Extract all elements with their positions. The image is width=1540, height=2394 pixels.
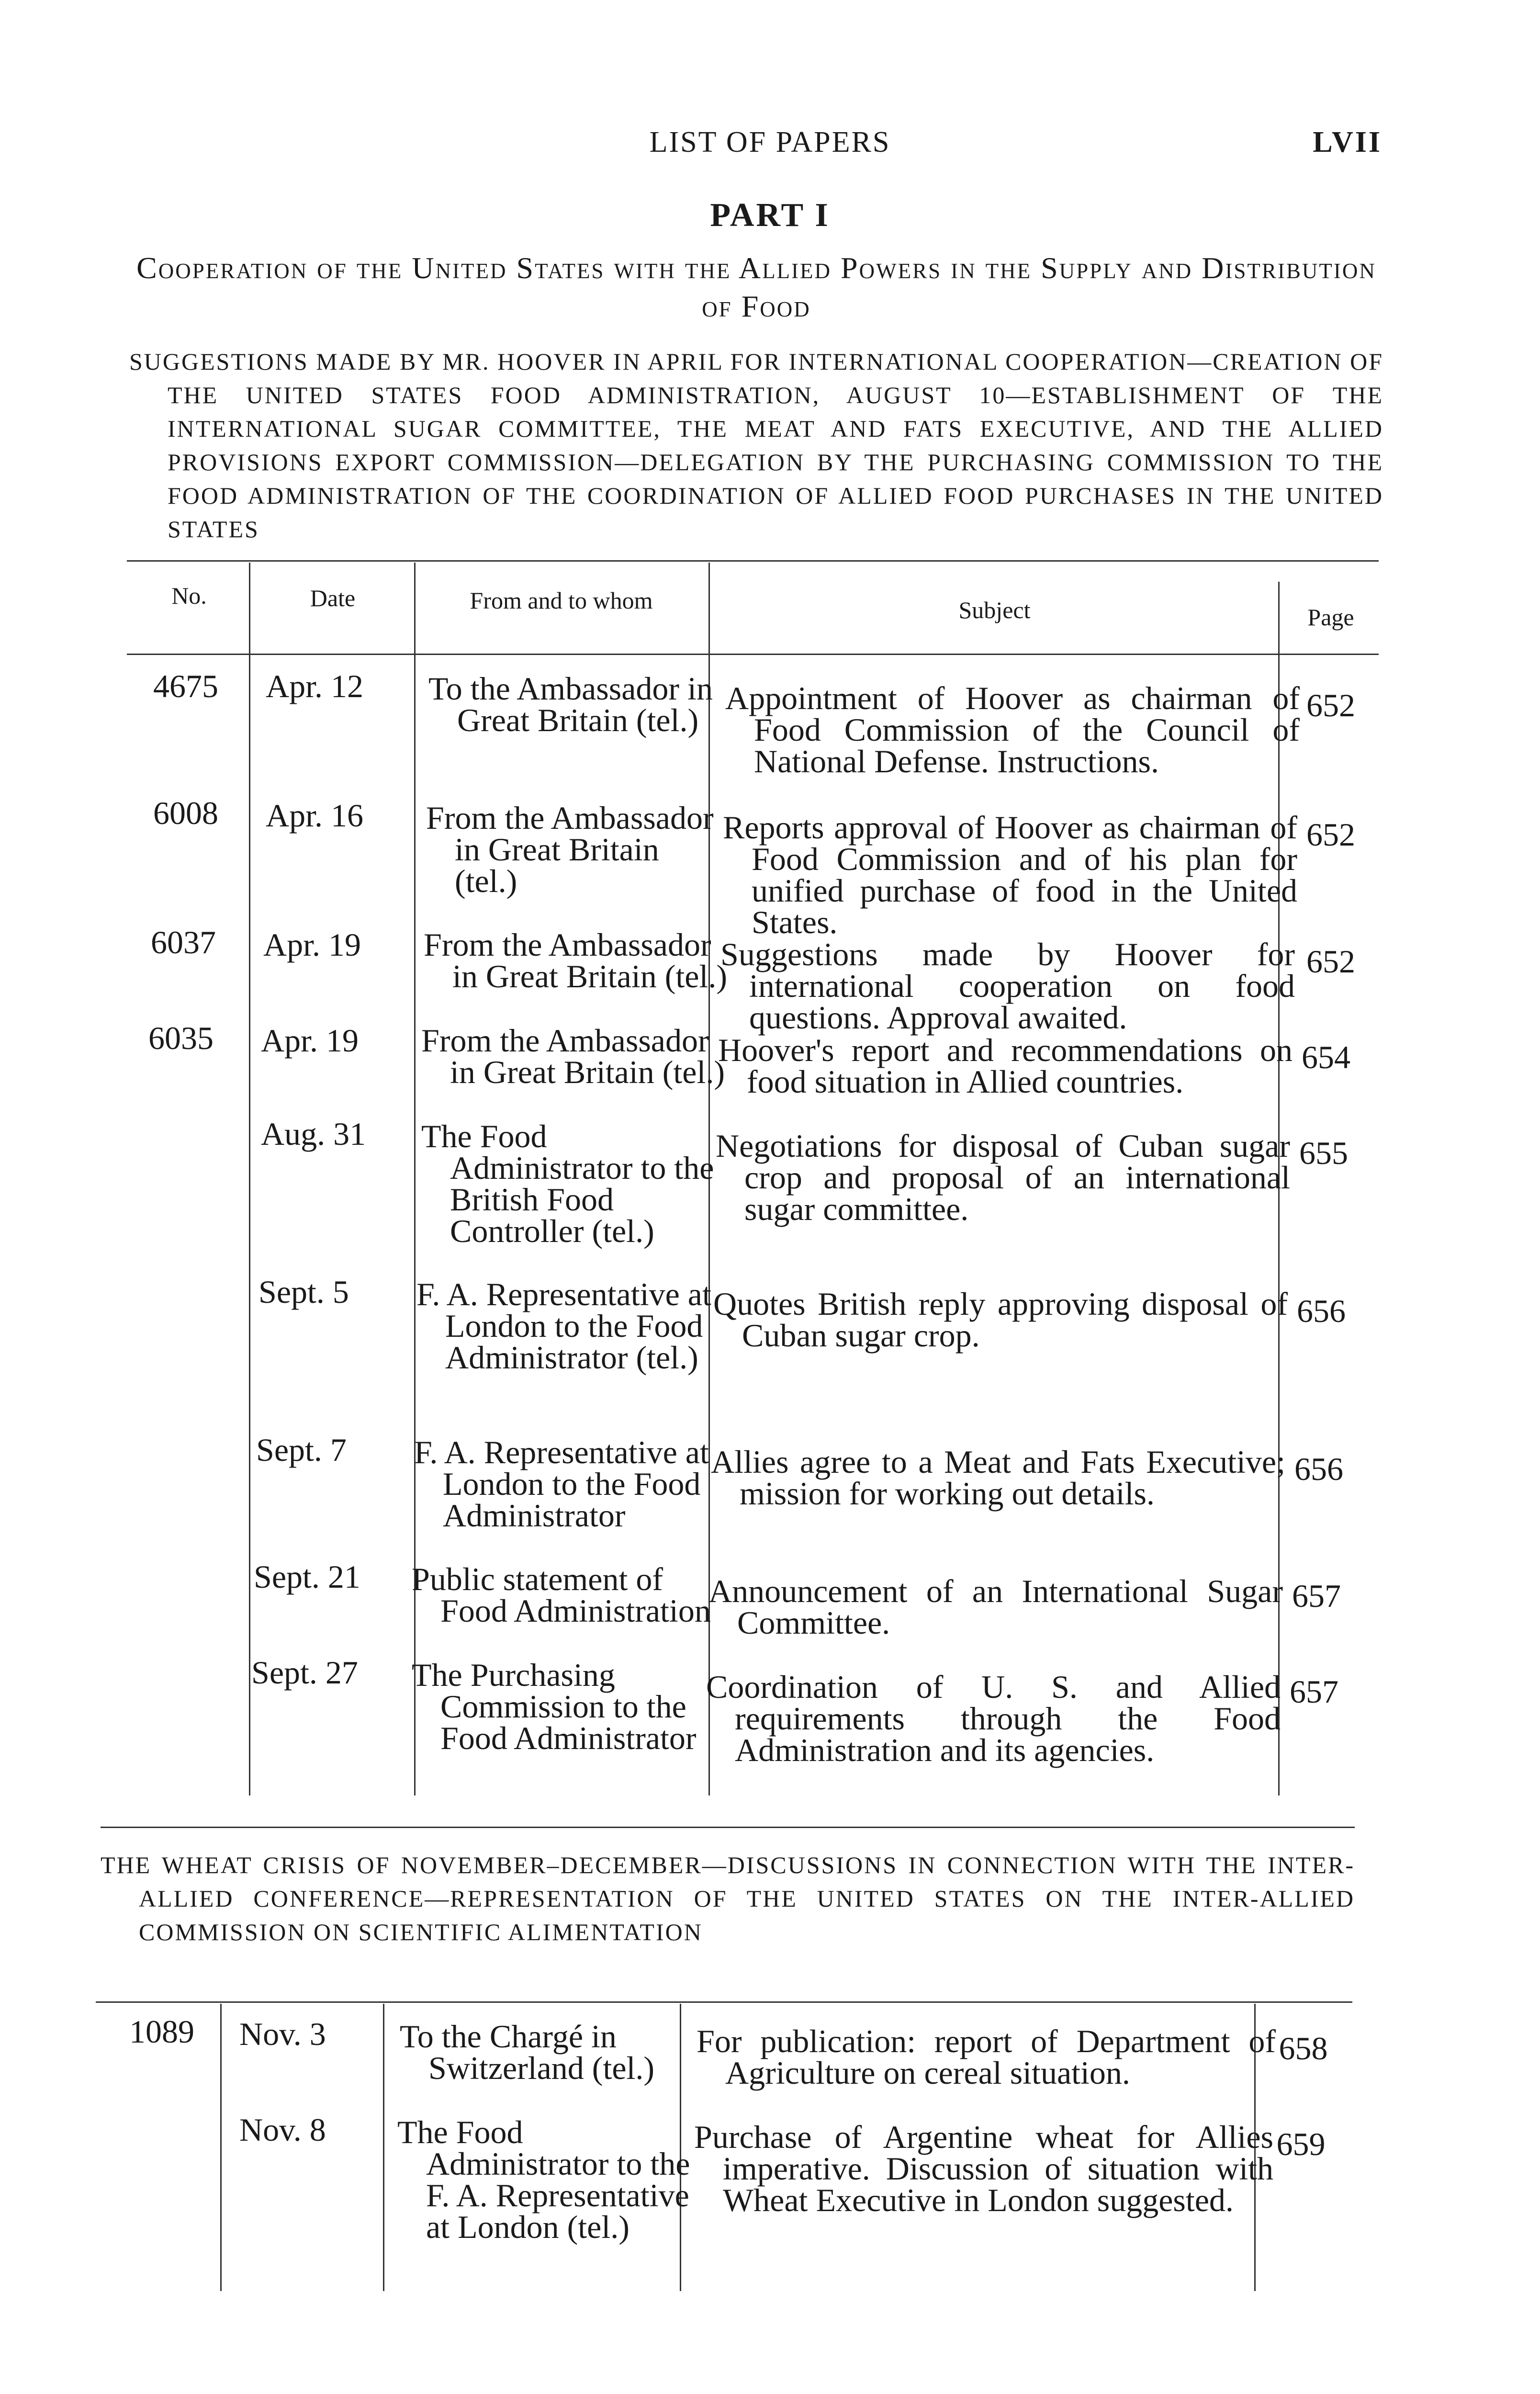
doc-date: Apr. 19 xyxy=(263,926,361,963)
col2-divider-no xyxy=(220,2004,222,2291)
doc-subject: Purchase of Argentine wheat for Allies imperative. Discussion of situation with Wheat Executive in London suggested. xyxy=(694,2119,1273,2218)
doc-from-to: Public statement of Food Administration xyxy=(412,1561,711,1629)
col-header-page: Page xyxy=(1307,604,1354,631)
doc-date: Nov. 8 xyxy=(239,2112,326,2148)
doc-from-to: From the Ambassador in Great Britain (tel.) xyxy=(424,926,728,994)
doc-from-to: F. A. Representative at London to the Food Administrator xyxy=(414,1434,709,1534)
running-head-title: LIST OF PAPERS xyxy=(649,126,891,158)
doc-from-to: The Food Administrator to the British Food Controller (tel.) xyxy=(421,1118,714,1249)
part-label: PART I xyxy=(710,197,830,234)
doc-date: Sept. 27 xyxy=(251,1654,358,1691)
section1-heading-text: SUGGESTIONS MADE BY MR. HOOVER IN APRIL FOR INTERNATIONAL COOPERATION—CREATION OF THE UNITED STATES FOOD ADMINISTRATION, AUGUST 10—ESTABLISHMENT OF THE INTERNATIONAL SUGAR COMMITTEE, THE MEAT AND FATS EXECUTIVE, AND THE ALLIED PROVISIONS EXPORT COMMISSION—DELEGATION BY THE PURCHASING COMMISSION TO THE FOOD ADMINISTRATION OF THE COORDINATION OF ALLIED FOOD PURCHASES IN THE UNITED STATES xyxy=(129,348,1383,542)
col-divider-no xyxy=(249,563,250,1796)
doc-page: 659 xyxy=(1276,2126,1326,2162)
table2-top-rule xyxy=(96,2001,1352,2003)
doc-subject: Appointment of Hoover as chairman of Food Commission of the Council of National Defense. Instructions. xyxy=(725,680,1300,779)
doc-number: 6037 xyxy=(151,924,216,960)
section2-heading xyxy=(101,1848,1355,1949)
doc-page: 654 xyxy=(1302,1039,1350,1075)
doc-subject: Coordination of U. S. and Allied requirements through the Food Administration and its agencies. xyxy=(706,1669,1281,1768)
doc-date: Apr. 12 xyxy=(266,668,363,704)
doc-number: 6035 xyxy=(148,1020,214,1056)
doc-page: 657 xyxy=(1290,1673,1338,1710)
doc-from-to: To the Chargé in Switzerland (tel.) xyxy=(400,2018,655,2086)
doc-from-to: From the Ambassador in Great Britain (tel.) xyxy=(426,800,714,899)
doc-from-to: The Purchasing Commission to the Food Administrator xyxy=(412,1657,697,1756)
doc-page: 652 xyxy=(1306,687,1355,723)
doc-date: Apr. 16 xyxy=(266,797,363,834)
doc-from-to: F. A. Representative at London to the Food Administrator (tel.) xyxy=(416,1276,711,1376)
doc-number: 4675 xyxy=(153,668,218,704)
doc-subject: Hoover's report and recommendations on food situation in Allied countries. xyxy=(718,1032,1293,1100)
doc-subject: Reports approval of Hoover as chairman of Food Commission and of his plan for unified purchase of food in the United States. xyxy=(723,809,1297,940)
doc-page: 655 xyxy=(1299,1135,1348,1171)
doc-page: 657 xyxy=(1292,1578,1341,1614)
section2-heading-text: THE WHEAT CRISIS OF NOVEMBER–DECEMBER—DISCUSSIONS IN CONNECTION WITH THE INTER-ALLIED CONFERENCE—REPRESENTATION OF THE UNITED STATES ON THE INTER-ALLIED COMMISSION ON SCIENTIFIC ALIMENTATION xyxy=(101,1852,1355,1945)
doc-from-to: The Food Administrator to the F. A. Representative at London (tel.) xyxy=(397,2114,690,2245)
doc-subject: Allies agree to a Meat and Fats Executive; mission for working out details. xyxy=(711,1444,1285,1512)
doc-date: Sept. 5 xyxy=(259,1274,349,1310)
header-bottom-rule xyxy=(127,654,1379,655)
section1-heading xyxy=(129,345,1383,546)
doc-subject: Announcement of an International Sugar Committee. xyxy=(708,1573,1283,1641)
col2-divider-date xyxy=(383,2004,384,2291)
part-title: Cooperation of the United States with the Allied Powers in the Supply and Distribution of Food xyxy=(136,251,1376,323)
doc-subject: Suggestions made by Hoover for international cooperation on food questions. Approval awaited. xyxy=(720,936,1295,1036)
doc-date: Sept. 7 xyxy=(256,1432,347,1468)
doc-subject: Quotes British reply approving disposal of Cuban sugar crop. xyxy=(713,1286,1288,1354)
doc-page: 656 xyxy=(1294,1451,1343,1487)
table-top-rule xyxy=(127,560,1379,562)
doc-number: 6008 xyxy=(153,795,218,831)
col-header-date: Date xyxy=(310,585,356,611)
doc-from-to: From the Ambassador in Great Britain (tel.) xyxy=(421,1022,725,1090)
doc-subject: For publication: report of Department of Agriculture on cereal situation. xyxy=(697,2023,1276,2091)
doc-page: 652 xyxy=(1306,943,1355,980)
doc-date: Nov. 3 xyxy=(239,2016,326,2052)
doc-from-to: To the Ambassador in Great Britain (tel.) xyxy=(428,670,713,738)
doc-date: Apr. 19 xyxy=(261,1022,359,1059)
table-bottom-rule xyxy=(101,1827,1355,1828)
col-header-subject: Subject xyxy=(958,597,1031,623)
doc-date: Aug. 31 xyxy=(261,1116,366,1152)
doc-page: 652 xyxy=(1306,816,1355,853)
doc-page: 658 xyxy=(1279,2030,1328,2067)
doc-subject: Negotiations for disposal of Cuban sugar crop and proposal of an international sugar committee. xyxy=(716,1128,1290,1227)
col-header-no: No. xyxy=(171,582,207,609)
doc-number: 1089 xyxy=(129,2013,194,2050)
col-header-from: From and to whom xyxy=(470,587,653,614)
page-number: LVII xyxy=(1313,126,1382,158)
doc-date: Sept. 21 xyxy=(254,1558,360,1595)
doc-page: 656 xyxy=(1297,1293,1346,1329)
